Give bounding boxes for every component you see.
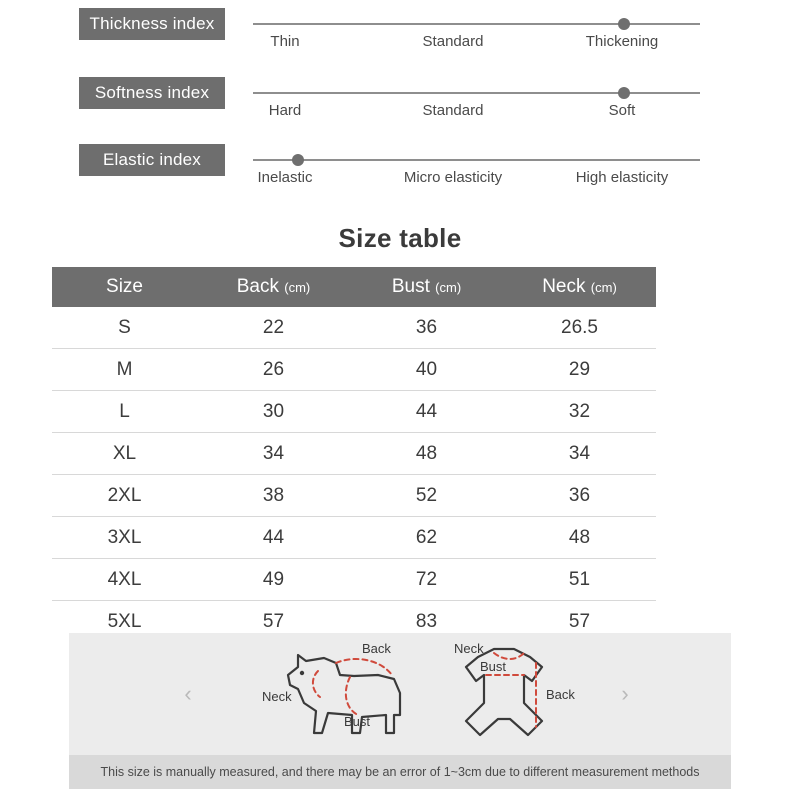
thickness-slider[interactable] <box>253 23 700 26</box>
cell-neck: 36 <box>503 475 656 517</box>
tick-label: Inelastic <box>257 169 313 186</box>
table-header-back <box>197 267 350 307</box>
previous-arrow-icon[interactable]: ‹ <box>184 681 192 706</box>
cell-back: 22 <box>197 307 350 349</box>
cell-size: 3XL <box>52 517 197 559</box>
softness-slider[interactable] <box>253 92 700 95</box>
table-header-row <box>52 267 656 307</box>
slider-track <box>253 23 700 25</box>
size-table-title: Size table <box>338 223 462 253</box>
dog-label-neck: Neck <box>262 689 292 704</box>
table-header-neck <box>503 267 656 307</box>
tick-label: Micro elasticity <box>403 169 503 186</box>
cell-neck: 34 <box>503 433 656 475</box>
cell-back: 57 <box>197 601 350 643</box>
slider-knob-thickness[interactable] <box>618 18 630 30</box>
shirt-measurement-icon <box>424 641 594 747</box>
cell-back: 34 <box>197 433 350 475</box>
index-label-elastic: Elastic index <box>79 144 225 176</box>
cell-size: 2XL <box>52 475 197 517</box>
cell-size: 4XL <box>52 559 197 601</box>
cell-neck: 51 <box>503 559 656 601</box>
cell-bust: 72 <box>350 559 503 601</box>
table-row <box>52 307 656 349</box>
softness-tick-labels <box>240 102 720 124</box>
table-header-bust <box>350 267 503 307</box>
cell-neck: 26.5 <box>503 307 656 349</box>
index-label-softness: Softness index <box>79 77 225 109</box>
header-text: Size <box>106 276 143 297</box>
table-row <box>52 433 656 475</box>
cell-neck: 29 <box>503 349 656 391</box>
measurement-diagram-panel <box>69 633 731 755</box>
tick-label: Thickening <box>585 33 659 50</box>
cell-size: S <box>52 307 197 349</box>
header-text: Back <box>236 276 279 297</box>
index-row-softness <box>0 71 800 137</box>
cell-neck: 48 <box>503 517 656 559</box>
cell-bust: 62 <box>350 517 503 559</box>
cell-back: 44 <box>197 517 350 559</box>
cell-neck: 57 <box>503 601 656 643</box>
size-table-wrap <box>52 267 656 642</box>
tick-label: Thin <box>270 33 300 50</box>
elastic-slider[interactable] <box>253 159 700 162</box>
cell-bust: 40 <box>350 349 503 391</box>
cell-size: L <box>52 391 197 433</box>
header-text: Neck <box>542 276 586 297</box>
cell-bust: 44 <box>350 391 503 433</box>
header-unit: (cm) <box>284 280 311 295</box>
cell-size: 5XL <box>52 601 197 643</box>
cell-back: 38 <box>197 475 350 517</box>
tick-label: Soft <box>608 102 636 119</box>
header-unit: (cm) <box>435 280 462 295</box>
dog-label-bust: Bust <box>344 714 371 729</box>
cell-bust: 48 <box>350 433 503 475</box>
cell-size: XL <box>52 433 197 475</box>
cell-back: 26 <box>197 349 350 391</box>
next-arrow-icon[interactable]: › <box>621 681 629 706</box>
index-row-thickness <box>0 2 800 68</box>
table-row <box>52 475 656 517</box>
slider-knob-softness[interactable] <box>618 87 630 99</box>
header-unit: (cm) <box>590 280 617 295</box>
thickness-tick-labels <box>240 33 720 55</box>
slider-knob-elastic[interactable] <box>292 154 304 166</box>
tick-label: High elasticity <box>575 169 669 186</box>
shirt-label-bust: Bust <box>480 659 507 674</box>
table-row <box>52 559 656 601</box>
cell-back: 30 <box>197 391 350 433</box>
shirt-label-neck: Neck <box>454 641 484 656</box>
measurement-note: This size is manually measured, and there may be an error of 1~3cm due to different measurement methods <box>69 755 731 789</box>
shirt-label-back: Back <box>546 687 575 702</box>
cell-neck: 32 <box>503 391 656 433</box>
cell-size: M <box>52 349 197 391</box>
index-label-thickness: Thickness index <box>79 8 225 40</box>
table-row <box>52 349 656 391</box>
header-text: Bust <box>391 276 430 297</box>
cell-bust: 83 <box>350 601 503 643</box>
slider-track <box>253 92 700 94</box>
slider-track <box>253 159 700 161</box>
tick-label: Hard <box>268 102 302 119</box>
table-row <box>52 391 656 433</box>
tick-label: Standard <box>422 33 484 50</box>
cell-bust: 36 <box>350 307 503 349</box>
dog-label-back: Back <box>362 641 391 656</box>
size-table <box>52 267 656 642</box>
elastic-tick-labels <box>240 169 720 191</box>
dog-measurement-icon <box>262 641 422 747</box>
index-section <box>0 0 800 200</box>
index-row-elastic <box>0 138 800 204</box>
table-header-size <box>52 267 197 307</box>
tick-label: Standard <box>422 102 484 119</box>
table-row <box>52 517 656 559</box>
cell-bust: 52 <box>350 475 503 517</box>
cell-back: 49 <box>197 559 350 601</box>
